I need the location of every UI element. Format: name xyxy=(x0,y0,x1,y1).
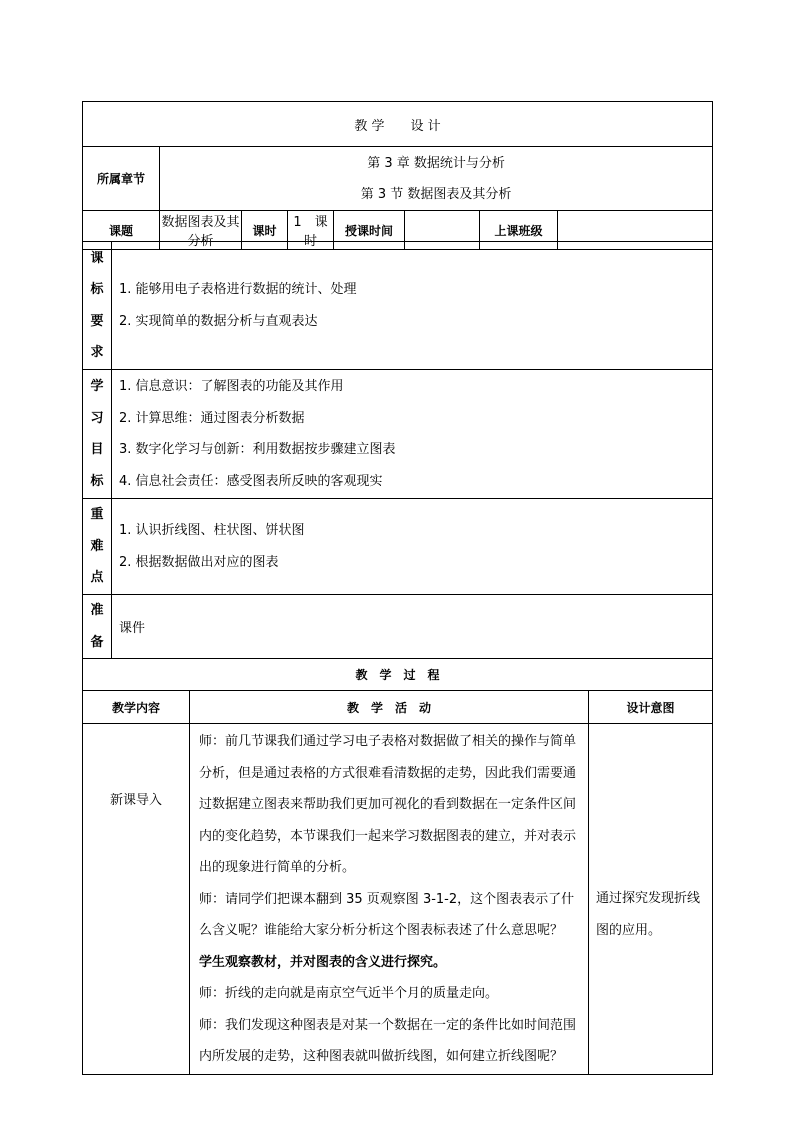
list-item: 2. 实现简单的数据分析与直观表达 xyxy=(119,313,318,329)
activity-paragraph: 师：我们发现这种图表是对某一个数据在一定的条件比如时间范围内所发展的走势，这种图表就叫做折线图，如何建立折线图呢？ xyxy=(199,1017,577,1064)
list-item: 1. 能够用电子表格进行数据的统计、处理 xyxy=(119,282,357,297)
chapter-line-1: 第 3 章 数据统计与分析 xyxy=(367,155,505,171)
topic-label: 课题 xyxy=(83,211,160,250)
activity-paragraph: 师：折线的走向就是南京空气近半个月的质量走向。 xyxy=(199,986,499,1001)
objectives-label-char: 学 xyxy=(90,379,104,394)
col-content-header: 教学内容 xyxy=(83,691,190,724)
list-item: 1. 信息意识：了解图表的功能及其作用 xyxy=(119,379,344,394)
prep-label-char: 备 xyxy=(90,634,104,650)
objectives-label-char: 习 xyxy=(90,410,104,426)
chapter-line-2: 第 3 节 数据图表及其分析 xyxy=(360,186,512,202)
goals-table xyxy=(82,241,713,659)
standards-label xyxy=(83,242,112,370)
row-content: 新课导入 xyxy=(83,724,190,1075)
chapter-label: 所属章节 xyxy=(83,147,160,211)
prep-label-char: 准 xyxy=(90,603,104,618)
design-table xyxy=(82,101,713,250)
activity-paragraph: 师：前几节课我们通过学习电子表格对数据做了相关的操作与简单分析，但是通过表格的方式很难看清数据的走势，因此我们需要通过数据建立图表来帮助我们更加可视化的看到数据在一定条件区间内的变化趋势，本节课我们一起来学习数据图表的建立，并对表示出的现象进行简单的分析。 xyxy=(199,734,577,875)
prep-value: 课件 xyxy=(112,595,713,659)
col-intent-header: 设计意图 xyxy=(589,691,713,724)
keypoints-label-char: 点 xyxy=(90,570,104,586)
process-table xyxy=(82,658,713,1075)
keypoints-list xyxy=(112,499,713,595)
page-title: 教 学 设 计 xyxy=(83,102,713,147)
keypoints-label xyxy=(83,499,112,595)
standards-label-char: 标 xyxy=(90,282,104,297)
objectives-label-char: 目 xyxy=(90,442,104,457)
list-item: 2. 根据数据做出对应的图表 xyxy=(119,554,279,570)
standards-list xyxy=(112,242,713,370)
objectives-label-char: 标 xyxy=(90,473,104,489)
objectives-label xyxy=(83,370,112,499)
prep-label xyxy=(83,595,112,659)
activity-paragraph: 学生观察教材，并对图表的含义进行探究。 xyxy=(199,954,447,970)
list-item: 4. 信息社会责任：感受图表所反映的客观现实 xyxy=(119,473,383,489)
list-item: 3. 数字化学习与创新：利用数据按步骤建立图表 xyxy=(119,442,396,457)
col-activity-header: 教 学 活 动 xyxy=(190,691,589,724)
standards-label-char: 求 xyxy=(90,345,104,360)
keypoints-label-char: 重 xyxy=(90,507,104,523)
activity-paragraph: 师：请同学们把课本翻到 35 页观察图 3-1-2，这个图表表示了什么含义呢？谁能给大家分析分析这个图表标表述了什么意思呢？ xyxy=(199,891,575,938)
activity-cell xyxy=(190,724,589,1075)
intent-cell: 通过探究发现折线图的应用。 xyxy=(589,724,713,1075)
keypoints-label-char: 难 xyxy=(90,538,104,554)
hours-label: 课时 xyxy=(242,211,288,250)
standards-label-char: 课 xyxy=(90,250,104,266)
time-label: 授课时间 xyxy=(334,211,405,250)
class-label: 上课班级 xyxy=(480,211,558,250)
chapter-cell xyxy=(160,147,713,211)
objectives-list xyxy=(112,370,713,499)
standards-label-char: 要 xyxy=(90,313,104,329)
process-title: 教 学 过 程 xyxy=(83,659,713,691)
topic-value: 数据图表及其分析 xyxy=(160,211,242,250)
list-item: 1. 认识折线图、柱状图、饼状图 xyxy=(119,523,305,538)
hours-value: 1 课时 xyxy=(288,211,334,250)
list-item: 2. 计算思维：通过图表分析数据 xyxy=(119,410,305,426)
